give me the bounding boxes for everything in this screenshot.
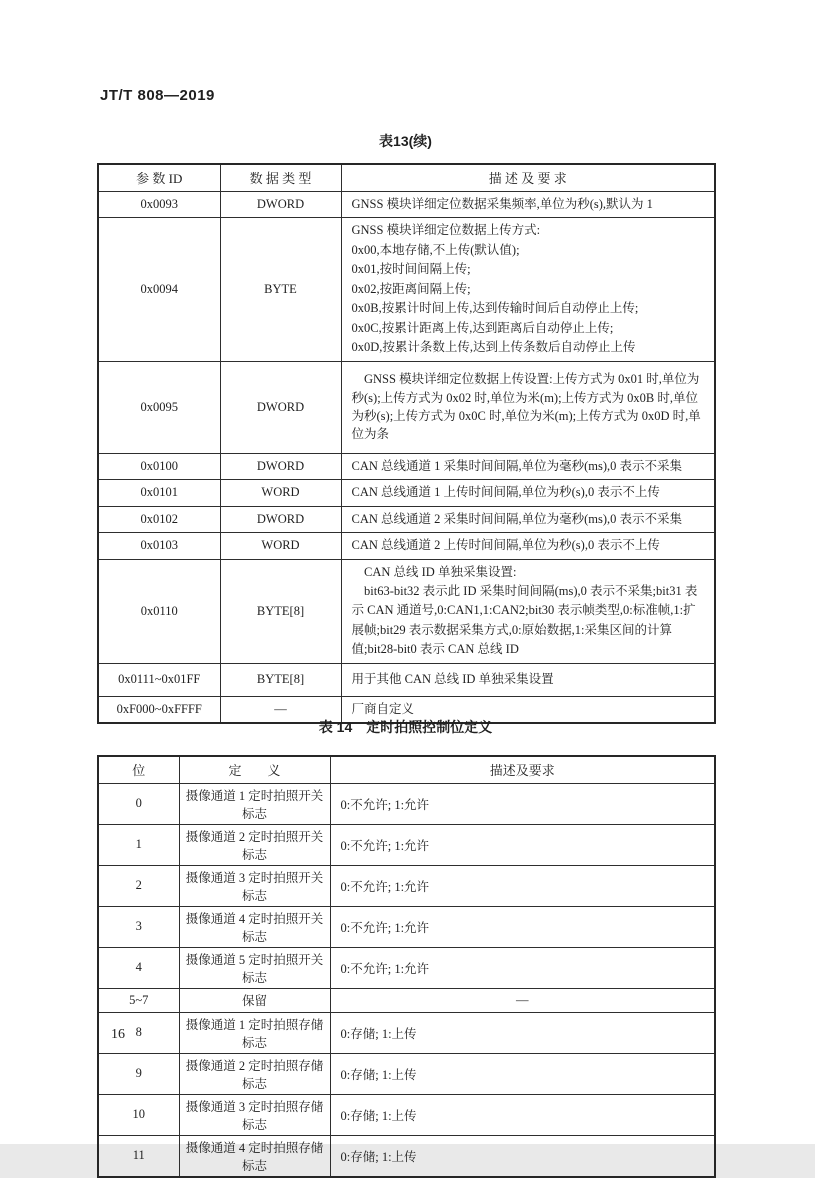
data-type-cell: BYTE[8] bbox=[220, 663, 341, 696]
table-row bbox=[98, 663, 715, 696]
definition-cell: 保留 bbox=[179, 988, 330, 1012]
definition-cell: 摄像通道 1 定时拍照存储标志 bbox=[179, 1012, 330, 1053]
table-row bbox=[98, 1053, 715, 1094]
description-line: 用于其他 CAN 总线 ID 单独采集设置 bbox=[351, 671, 554, 686]
data-type-cell: — bbox=[220, 696, 341, 723]
table-row bbox=[98, 480, 715, 507]
description-cell bbox=[341, 559, 715, 663]
definition-cell: 摄像通道 4 定时拍照存储标志 bbox=[179, 1135, 330, 1177]
definition-cell: 摄像通道 3 定时拍照存储标志 bbox=[179, 1094, 330, 1135]
table-row bbox=[98, 361, 715, 453]
table-row bbox=[98, 533, 715, 560]
param-id-cell: 0x0111~0x01FF bbox=[98, 663, 220, 696]
definition-cell: 摄像通道 4 定时拍照开关标志 bbox=[179, 906, 330, 947]
definition-cell: 摄像通道 2 定时拍照开关标志 bbox=[179, 824, 330, 865]
table14-header-description: 描述及要求 bbox=[330, 756, 715, 783]
table14-photo-control-bits bbox=[97, 755, 716, 1178]
data-type-cell: BYTE bbox=[220, 218, 341, 362]
bit-cell: 5~7 bbox=[98, 988, 179, 1012]
table14-header-row bbox=[98, 756, 715, 783]
description-cell: 0:不允许; 1:允许 bbox=[330, 947, 715, 988]
table-row bbox=[98, 1135, 715, 1177]
param-id-cell: 0x0102 bbox=[98, 506, 220, 533]
description-cell: 0:不允许; 1:允许 bbox=[330, 865, 715, 906]
param-id-cell: 0x0093 bbox=[98, 191, 220, 218]
bit-cell: 0 bbox=[98, 783, 179, 824]
table13-header-data-type: 数 据 类 型 bbox=[220, 164, 341, 191]
bit-cell: 2 bbox=[98, 865, 179, 906]
table14-header-bit: 位 bbox=[98, 756, 179, 783]
param-id-cell: 0x0100 bbox=[98, 453, 220, 480]
description-cell: 0:存储; 1:上传 bbox=[330, 1094, 715, 1135]
doc-code: JT/T 808—2019 bbox=[100, 87, 215, 104]
description-line: CAN 总线通道 2 上传时间间隔,单位为秒(s),0 表示不上传 bbox=[351, 538, 660, 552]
description-line: CAN 总线 ID 单独采集设置: bbox=[364, 564, 517, 579]
bit-cell: 3 bbox=[98, 906, 179, 947]
bit-cell: 4 bbox=[98, 947, 179, 988]
description-cell bbox=[341, 506, 715, 533]
description-line: 厂商自定义 bbox=[351, 701, 415, 716]
definition-cell: 摄像通道 1 定时拍照开关标志 bbox=[179, 783, 330, 824]
description-line: CAN 总线通道 2 采集时间间隔,单位为毫秒(ms),0 表示不采集 bbox=[351, 511, 683, 526]
table-row bbox=[98, 783, 715, 824]
param-id-cell: 0x0095 bbox=[98, 361, 220, 453]
bit-cell: 9 bbox=[98, 1053, 179, 1094]
description-line: 0x0B,按累计时间上传,达到传输时间后自动停止上传; bbox=[351, 301, 639, 315]
bit-cell: 8 bbox=[98, 1012, 179, 1053]
table13-header-param-id: 参 数 ID bbox=[98, 164, 220, 191]
param-id-cell: 0x0101 bbox=[98, 480, 220, 507]
table-row bbox=[98, 1094, 715, 1135]
table-row bbox=[98, 824, 715, 865]
description-cell: 0:不允许; 1:允许 bbox=[330, 824, 715, 865]
description-line: GNSS 模块详细定位数据上传方式: bbox=[351, 223, 541, 237]
description-cell bbox=[341, 361, 715, 453]
data-type-cell: DWORD bbox=[220, 453, 341, 480]
description-line: CAN 总线通道 1 采集时间间隔,单位为毫秒(ms),0 表示不采集 bbox=[351, 458, 683, 473]
description-line: GNSS 模块详细定位数据采集频率,单位为秒(s),默认为 1 bbox=[351, 196, 653, 211]
definition-cell: 摄像通道 2 定时拍照存储标志 bbox=[179, 1053, 330, 1094]
table-row bbox=[98, 218, 715, 362]
bit-cell: 10 bbox=[98, 1094, 179, 1135]
param-id-cell: 0x0094 bbox=[98, 218, 220, 362]
page-number: 16 bbox=[111, 1027, 125, 1042]
table-row bbox=[98, 988, 715, 1012]
description-cell: 0:存储; 1:上传 bbox=[330, 1012, 715, 1053]
table-row bbox=[98, 191, 715, 218]
table-row bbox=[98, 906, 715, 947]
description-cell bbox=[341, 533, 715, 560]
param-id-cell: 0x0103 bbox=[98, 533, 220, 560]
description-line: CAN 总线通道 1 上传时间间隔,单位为秒(s),0 表示不上传 bbox=[351, 485, 660, 499]
table-row bbox=[98, 453, 715, 480]
table13-header-row bbox=[98, 164, 715, 191]
bit-cell: 1 bbox=[98, 824, 179, 865]
definition-cell: 摄像通道 3 定时拍照开关标志 bbox=[179, 865, 330, 906]
description-line: 0x0C,按累计距离上传,达到距离后自动停止上传; bbox=[351, 320, 614, 335]
table13-parameters bbox=[97, 163, 716, 724]
description-cell: 0:存储; 1:上传 bbox=[330, 1135, 715, 1177]
description-cell: 0:不允许; 1:允许 bbox=[330, 906, 715, 947]
description-cell: — bbox=[330, 988, 715, 1012]
table-row bbox=[98, 947, 715, 988]
description-cell bbox=[341, 218, 715, 362]
data-type-cell: DWORD bbox=[220, 191, 341, 218]
data-type-cell: WORD bbox=[220, 533, 341, 560]
data-type-cell: BYTE[8] bbox=[220, 559, 341, 663]
table13-header-description: 描 述 及 要 求 bbox=[341, 164, 715, 191]
description-cell bbox=[341, 480, 715, 507]
description-line: 0x0D,按累计条数上传,达到上传条数后自动停止上传 bbox=[351, 340, 636, 354]
description-cell: 0:不允许; 1:允许 bbox=[330, 783, 715, 824]
description-line: 0x01,按时间间隔上传; bbox=[351, 262, 471, 276]
param-id-cell: 0xF000~0xFFFF bbox=[98, 696, 220, 723]
table14-header-definition: 定 义 bbox=[179, 756, 330, 783]
table-row bbox=[98, 506, 715, 533]
description-line: bit63-bit32 表示此 ID 采集时间间隔(ms),0 表示不采集;bit31 表示 CAN 通道号,0:CAN1,1:CAN2;bit30 表示帧类型,0:标准帧,1:扩展帧;bit29 表示数据采集方式,0:原始数据,1:采集区间的计算值;bit28-bit0 表示 CAN 总线 ID bbox=[351, 583, 698, 657]
data-type-cell: DWORD bbox=[220, 361, 341, 453]
table-row bbox=[98, 1012, 715, 1053]
param-id-cell: 0x0110 bbox=[98, 559, 220, 663]
description-line: 0x02,按距离间隔上传; bbox=[351, 281, 471, 296]
table13-title: 表13(续) bbox=[379, 133, 432, 149]
description-cell: 0:存储; 1:上传 bbox=[330, 1053, 715, 1094]
description-cell bbox=[341, 191, 715, 218]
description-line: GNSS 模块详细定位数据上传设置:上传方式为 0x01 时,单位为秒(s);上传方式为 0x02 时,单位为米(m);上传方式为 0x0B 时,单位为秒(s);上传方式为 0x0C 时,单位为米(m);上传方式为 0x0D 时,单位为条 bbox=[351, 372, 701, 442]
definition-cell: 摄像通道 5 定时拍照开关标志 bbox=[179, 947, 330, 988]
table14-title: 表 14 定时拍照控制位定义 bbox=[318, 719, 493, 735]
description-cell bbox=[341, 453, 715, 480]
table-row bbox=[98, 865, 715, 906]
data-type-cell: WORD bbox=[220, 480, 341, 507]
bit-cell: 11 bbox=[98, 1135, 179, 1177]
data-type-cell: DWORD bbox=[220, 506, 341, 533]
table-row bbox=[98, 559, 715, 663]
description-cell bbox=[341, 663, 715, 696]
description-line: 0x00,本地存储,不上传(默认值); bbox=[351, 242, 520, 257]
